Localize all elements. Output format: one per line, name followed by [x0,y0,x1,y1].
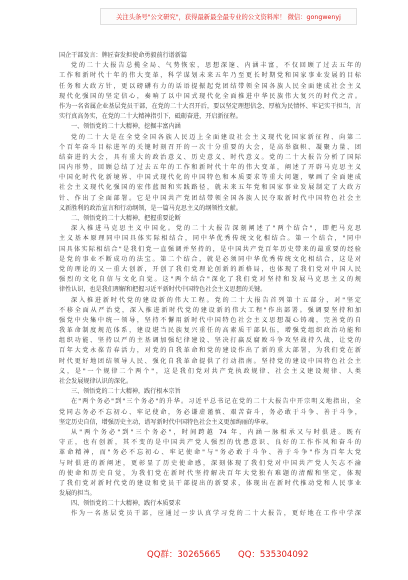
document-line: 百年大党永葆青春活力，对党的自我革命和党的建设作出了新的重大部署，为我们党在新 [59,347,361,355]
document-line: 主义基本原理同中国具体实际相结合，同中华优秀传统文化相结合。第一个结合，"同中 [59,235,361,243]
document-line: 强烈的文化自信与文化自觉。这"两个结合"深化了我们党对坚持和发展马克思主义的规 [59,276,361,284]
document-line: 党的二十大是在全党全国各族人民迈上全面建设社会主义现代化国家新征程、向第二 [71,133,361,141]
document-line: 二、领悟党的二十大精神，把握重要论断 [71,215,181,222]
document-body [59,51,361,520]
top-banner [0,0,408,30]
document-line: 国企干部发言：牌匠奋发担使命勇毅前行谱新篇 [59,52,187,59]
document-line: 国内形势，回顾总结了过去五年的工作和新时代十年的伟大变革，阐述了开辟马克思主义 [59,164,361,172]
document-line: 发展的担当。 [59,490,96,498]
document-line: 作为一名基层党员干部，应通过一步认真学习党的二十大报告，更好地在工作中学深 [71,510,361,518]
document-line: 工作和新时代十年的伟大变革，科学谋划未来五年乃至更长时期党和国家事业发展的目标 [59,72,361,80]
document-line: 我革命制度规范体系，建设堪当民族复兴重任的高素质干部队伍，增强党组织政治功能和 [59,327,361,335]
document-line: 组织功能、坚持以严的主基调加强纪律建设、坚决打赢反腐败斗争攻坚战持久战，让党的 [59,337,361,345]
document-line: 与时俱进的新阐述，更彰显了历史使命感，深刻体现了我们党对中国共产党人矢志不渝 [59,459,361,467]
document-line: 是党的事业不断成功的法宝。第二个结合，就是必须同中华优秀传统文化相结合，这是对 [59,255,361,263]
document-line: 党的理论的又一重大创新，开创了我们党理论创新的新格局，也体现了我们党对中国人民 [59,265,361,273]
document-line: 革命精神，而"务必不忘初心、牢记使命"与"务必敢于斗争、善于斗争"作为百年大党 [59,449,361,457]
document-line: 守正，也有创新，其不变的是中国共产党人强烈的忧患意识、良好的工作作风和奋斗的 [59,439,361,447]
document-line: 任务和大政方针，更以磅礴有力的话语提振起党团结带领全国各族人民全面建成社会主义 [59,82,361,90]
document-line: 党的二十大报告总揽全局、气势恢宏，思想深邃、内涵丰富，不仅回顾了过去五年的 [71,62,361,70]
document-line: 在"两个务必"到"三个务必"的升华。习近平总书记在党的二十大报告中开宗明义地指出，全 [71,398,361,406]
document-line: 作为一名省属企业基层党员干部，在党的二十大召开后，要以坚定理想信念、厚植为民情怀、牢记实干担当，言 [59,102,361,110]
document-line: 强党中央集中统一领导，坚持不懈用新时代中国特色社会主义思想凝心铸魂，完善党的自 [59,316,361,324]
document-line: 从"两个务必"到"三个务必"，时间跨越 74 年，内涵一脉相承又与时俱进。既有 [71,428,361,436]
document-line: 实行真高务实，在党的二十大精神指引下，砥砺奋进，开启新征程。 [59,113,242,121]
document-line: 律性认识，也是我们理解和把握习近平新时代中国特色社会主义思想的关键。 [59,286,267,294]
footer [0,548,408,568]
document-line: 现代化强国的坚定信心，奏响了以中国式现代化全面推进中华民族伟大复兴的时代之音。 [59,92,361,100]
document-line: 深入推进马克思主义中国化。党的二十大报告深刻阐述了"两个结合"，即把马克思 [71,225,361,233]
document-line: 的使命和历史自觉，为我们党在新时代坚持解决百年大党独有难题的清醒和坚定，体现 [59,469,361,477]
document-line: 深入推进新时代党的建设新的伟大工程。党的二十大报告首列第十五部分，对"坚定 [71,296,361,304]
footer-qq-group: QQ群：30265665 [147,550,221,560]
document-line: 社会发展规律认识的深化。 [59,378,133,385]
document-line: 了我们党对新时代党的建设和党员干部提出的新要求，体现出在新时代推动党和人民事业 [59,479,361,487]
document-line: 针、作出了全面部署。它是中国共产党团结带领全国各族人民夺取新时代中国特色社会主 [59,194,361,202]
document-line: 中国化时代化新境界、中国式现代化的中国特色和本质要求等重大问题，擘画了全面建成 [59,174,361,182]
document-line: 三、领悟党的二十大精神，践行根本宗旨 [71,388,181,396]
document-line: 社会主义现代化强国的宏伟蓝图和实践路径，就未来五年党和国家事业发展制定了大政方 [59,184,361,192]
document-line: 国具体实际相结合"是我们党一直强调并坚持的，是中国共产党百年历史带来的最重要的经验 [59,245,361,253]
footer-qq: QQ：535304092 [238,550,309,560]
document-line: 一、领悟党的二十大精神，挖掘丰富内涵 [71,123,181,131]
document-line: 坚定历史自信，增强历史主动，谱写新时代中国特色社会主义更加绚丽的华章。 [59,418,273,426]
document-line: 个百年奋斗目标进军的关键时刻召开的一次十分重要的大会，是高举旗帜、凝聚力量、团 [59,143,361,151]
document-line: 义新胜利的政治宣言和行动纲领，是一篇马克思主义的纲领性文献。 [59,204,242,212]
document-line: 义，是"一个规律二个两个"，这是我们党对共产党执政规律、社会主义建设规律、人类 [59,367,361,375]
document-line: 时代更好地团结领导人民、强化自我革命提供了行动指南。坚持党的建设中国特色社会主 [59,357,361,365]
document-line: 结奋进的大会，具有重大的政治意义、历史意义、时代意义。党的二十大报告分析了国际 [59,153,361,161]
banner-box [100,8,357,25]
document-line: 不移全面从严治党，深入推进新时代党的建设新的伟大工程"作出部署。强调要坚持和加 [59,306,361,314]
banner-text: 关注头条号"公文研究"，获得最新最全最专业的公文资料库！ 微信：gongwenyj [116,14,341,21]
document-line: 党同志务必不忘初心、牢记使命，务必谦虚谨慎、艰苦奋斗，务必敢于斗争、善于斗争， [59,408,361,416]
document-line: 四、领悟党的二十大精神，践行本质要求 [71,500,181,508]
